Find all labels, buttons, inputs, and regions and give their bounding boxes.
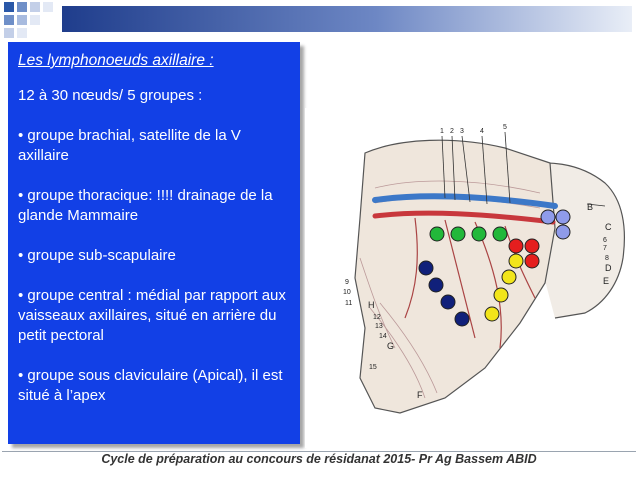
label-6: 6	[603, 237, 607, 244]
label-7: 7	[603, 245, 607, 252]
footer-caption: Cycle de préparation au concours de résidanat 2015- Pr Ag Bassem ABID	[101, 452, 537, 466]
label-3: 3	[460, 128, 464, 135]
bullet-brachial: • groupe brachial, satellite de la V axillaire	[18, 127, 241, 164]
label-1: 1	[440, 128, 444, 135]
bullet-central: • groupe central : médial par rapport aux vaisseaux axillaires, situé en arrière du petit pectoral	[18, 287, 286, 344]
node-subscapular-3	[441, 295, 455, 309]
node-subclavicular-3	[525, 254, 539, 268]
label-F: F	[417, 390, 423, 400]
node-central-4	[493, 227, 507, 241]
label-H: H	[368, 300, 375, 310]
node-brachial-1	[541, 210, 555, 224]
axilla-anatomy-figure	[305, 108, 635, 448]
panel-intro: 12 à 30 nœuds/ 5 groupes :	[18, 87, 203, 104]
node-central-2	[451, 227, 465, 241]
node-central-3	[472, 227, 486, 241]
label-11: 11	[345, 300, 353, 307]
decorative-squares	[0, 0, 60, 40]
node-thoracic-3	[494, 288, 508, 302]
node-subclavicular-1	[509, 239, 523, 253]
bullet-subclavicular: • groupe sous claviculaire (Apical), il est situé à l’apex	[18, 367, 283, 404]
label-10: 10	[343, 289, 351, 296]
label-C: C	[605, 222, 612, 232]
label-5: 5	[503, 124, 507, 131]
bullet-subscapular: • groupe sub-scapulaire	[18, 247, 176, 264]
label-13: 13	[375, 323, 383, 330]
label-4: 4	[480, 128, 484, 135]
label-14: 14	[379, 333, 387, 340]
node-thoracic-1	[509, 254, 523, 268]
node-subscapular-2	[429, 278, 443, 292]
label-E: E	[603, 276, 610, 286]
node-central-1	[430, 227, 444, 241]
node-brachial-2	[556, 210, 570, 224]
node-subscapular-1	[419, 261, 433, 275]
title-bar	[62, 6, 632, 32]
label-12: 12	[373, 314, 381, 321]
label-8: 8	[605, 255, 609, 262]
node-thoracic-4	[485, 307, 499, 321]
node-thoracic-2	[502, 270, 516, 284]
label-15: 15	[369, 364, 377, 371]
label-2: 2	[450, 128, 454, 135]
text-panel	[8, 42, 300, 444]
label-9: 9	[345, 279, 349, 286]
panel-title: Les lymphonoeuds axillaire :	[18, 52, 214, 69]
bullet-thoracic: • groupe thoracique: !!!! drainage de la glande Mammaire	[18, 187, 273, 224]
node-subscapular-4	[455, 312, 469, 326]
label-B: B	[587, 202, 594, 212]
label-G: G	[387, 341, 395, 351]
node-brachial-3	[556, 225, 570, 239]
node-subclavicular-2	[525, 239, 539, 253]
label-D: D	[605, 263, 612, 273]
